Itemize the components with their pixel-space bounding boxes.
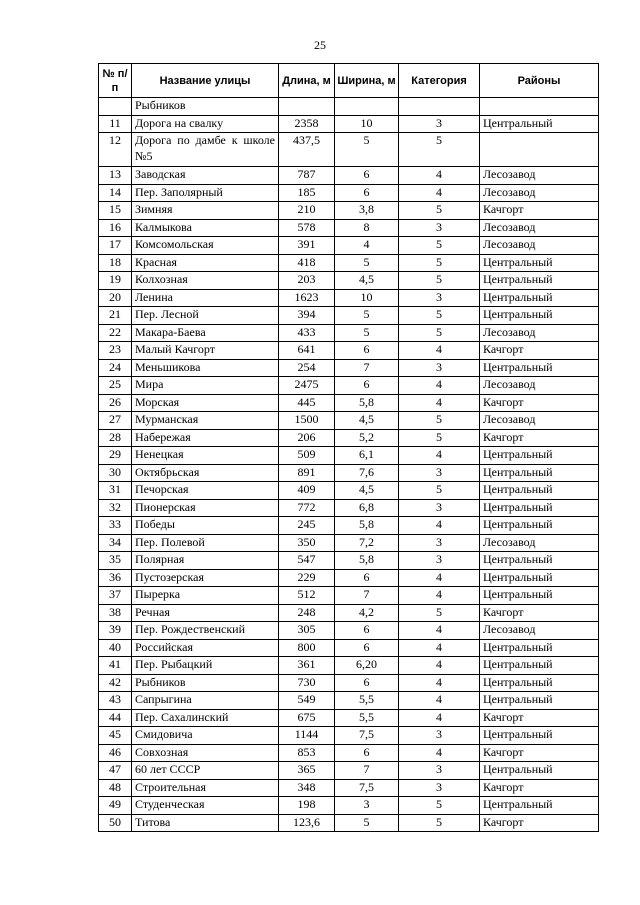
street-length (279, 98, 335, 116)
row-number: 15 (99, 202, 132, 220)
street-name: Победы (132, 517, 279, 535)
header-number: № п/п (99, 64, 132, 98)
street-length: 210 (279, 202, 335, 220)
table-row (99, 324, 599, 342)
street-category: 3 (399, 534, 480, 552)
row-number: 33 (99, 517, 132, 535)
row-number: 50 (99, 814, 132, 832)
street-length: 409 (279, 482, 335, 500)
table-row (99, 412, 599, 430)
street-name: Зимняя (132, 202, 279, 220)
row-number: 49 (99, 797, 132, 815)
street-district: Центральный (480, 482, 599, 500)
street-district: Центральный (480, 499, 599, 517)
street-district: Качгорт (480, 394, 599, 412)
street-district: Центральный (480, 692, 599, 710)
street-district: Центральный (480, 307, 599, 325)
street-name: Пер. Рыбацкий (132, 657, 279, 675)
row-number: 43 (99, 692, 132, 710)
street-name: Пер. Полевой (132, 534, 279, 552)
street-category: 4 (399, 184, 480, 202)
street-length: 853 (279, 744, 335, 762)
street-name: Мурманская (132, 412, 279, 430)
street-name: Полярная (132, 552, 279, 570)
street-length: 1500 (279, 412, 335, 430)
table-row (99, 184, 599, 202)
street-category: 3 (399, 115, 480, 133)
street-district (480, 133, 599, 167)
table-row (99, 237, 599, 255)
table-body (99, 98, 599, 832)
street-width: 6,20 (335, 657, 399, 675)
row-number: 44 (99, 709, 132, 727)
row-number: 47 (99, 762, 132, 780)
street-name: Смидовича (132, 727, 279, 745)
street-category: 5 (399, 324, 480, 342)
street-length: 185 (279, 184, 335, 202)
street-category: 4 (399, 744, 480, 762)
row-number: 30 (99, 464, 132, 482)
row-number: 36 (99, 569, 132, 587)
street-district: Центральный (480, 727, 599, 745)
street-category: 4 (399, 587, 480, 605)
street-width: 5 (335, 254, 399, 272)
street-district: Центральный (480, 762, 599, 780)
street-district: Лесозавод (480, 219, 599, 237)
street-district: Центральный (480, 447, 599, 465)
street-district: Центральный (480, 587, 599, 605)
table-row (99, 692, 599, 710)
street-district: Центральный (480, 517, 599, 535)
table-row (99, 814, 599, 832)
street-district: Лесозавод (480, 622, 599, 640)
row-number: 25 (99, 377, 132, 395)
row-number: 38 (99, 604, 132, 622)
row-number: 28 (99, 429, 132, 447)
table-row (99, 394, 599, 412)
street-length: 787 (279, 167, 335, 185)
street-name: Набережая (132, 429, 279, 447)
street-length: 361 (279, 657, 335, 675)
street-category: 5 (399, 412, 480, 430)
row-number: 37 (99, 587, 132, 605)
street-width: 3 (335, 797, 399, 815)
street-width: 7,2 (335, 534, 399, 552)
table-row (99, 289, 599, 307)
street-district: Качгорт (480, 202, 599, 220)
street-name: Российская (132, 639, 279, 657)
table-row (99, 762, 599, 780)
street-length: 675 (279, 709, 335, 727)
table-row (99, 359, 599, 377)
street-category: 5 (399, 482, 480, 500)
street-name: Титова (132, 814, 279, 832)
street-category: 3 (399, 359, 480, 377)
street-name: Морская (132, 394, 279, 412)
street-length: 245 (279, 517, 335, 535)
street-length: 730 (279, 674, 335, 692)
table-row (99, 429, 599, 447)
street-width: 6 (335, 744, 399, 762)
table-row (99, 517, 599, 535)
table-row (99, 202, 599, 220)
street-width: 5,8 (335, 394, 399, 412)
street-category: 3 (399, 499, 480, 517)
street-district: Центральный (480, 569, 599, 587)
street-district: Центральный (480, 639, 599, 657)
street-name: Пустозерская (132, 569, 279, 587)
street-category: 5 (399, 254, 480, 272)
street-category: 5 (399, 272, 480, 290)
row-number: 31 (99, 482, 132, 500)
street-width: 5,2 (335, 429, 399, 447)
table-row (99, 639, 599, 657)
street-category: 5 (399, 814, 480, 832)
street-width: 7 (335, 359, 399, 377)
header-category: Категория (399, 64, 480, 98)
street-length: 198 (279, 797, 335, 815)
row-number: 21 (99, 307, 132, 325)
table-row (99, 254, 599, 272)
street-district: Центральный (480, 797, 599, 815)
row-number: 48 (99, 779, 132, 797)
street-length: 891 (279, 464, 335, 482)
table-row (99, 587, 599, 605)
table-header (99, 64, 599, 98)
street-width: 8 (335, 219, 399, 237)
street-length: 433 (279, 324, 335, 342)
table-row (99, 779, 599, 797)
row-number: 40 (99, 639, 132, 657)
header-row (99, 64, 599, 98)
row-number: 35 (99, 552, 132, 570)
street-width: 6,1 (335, 447, 399, 465)
street-district: Качгорт (480, 744, 599, 762)
street-name: Дорога на свалку (132, 115, 279, 133)
table-row (99, 482, 599, 500)
street-width: 6 (335, 342, 399, 360)
street-name: Речная (132, 604, 279, 622)
row-number: 14 (99, 184, 132, 202)
street-width: 6 (335, 569, 399, 587)
street-width: 7,5 (335, 779, 399, 797)
street-width: 3,8 (335, 202, 399, 220)
street-length: 641 (279, 342, 335, 360)
street-name: Малый Качгорт (132, 342, 279, 360)
street-district: Центральный (480, 657, 599, 675)
street-category: 4 (399, 377, 480, 395)
street-width: 7,5 (335, 727, 399, 745)
street-district: Лесозавод (480, 534, 599, 552)
street-width: 6 (335, 674, 399, 692)
street-width: 5 (335, 133, 399, 167)
street-category: 5 (399, 797, 480, 815)
street-width: 4,5 (335, 482, 399, 500)
street-category: 4 (399, 342, 480, 360)
table-row (99, 569, 599, 587)
street-district: Центральный (480, 289, 599, 307)
street-name: Красная (132, 254, 279, 272)
row-number: 24 (99, 359, 132, 377)
row-number: 19 (99, 272, 132, 290)
street-width: 5 (335, 814, 399, 832)
street-category: 4 (399, 709, 480, 727)
street-length: 800 (279, 639, 335, 657)
street-name: Строительная (132, 779, 279, 797)
street-district: Лесозавод (480, 324, 599, 342)
street-length: 254 (279, 359, 335, 377)
street-width: 6 (335, 622, 399, 640)
street-category: 4 (399, 167, 480, 185)
street-length: 365 (279, 762, 335, 780)
street-length: 391 (279, 237, 335, 255)
street-district: Качгорт (480, 709, 599, 727)
street-name: Колхозная (132, 272, 279, 290)
street-category: 4 (399, 639, 480, 657)
street-category: 5 (399, 133, 480, 167)
street-category: 4 (399, 569, 480, 587)
header-length: Длина, м (279, 64, 335, 98)
street-length: 445 (279, 394, 335, 412)
street-name: Ленина (132, 289, 279, 307)
street-length: 1144 (279, 727, 335, 745)
street-width: 5 (335, 307, 399, 325)
street-category: 4 (399, 517, 480, 535)
street-category: 3 (399, 219, 480, 237)
street-width: 4,5 (335, 412, 399, 430)
street-width: 6 (335, 167, 399, 185)
street-name: Пырерка (132, 587, 279, 605)
street-length: 418 (279, 254, 335, 272)
street-name: Дорога по дамбе к школе №5 (132, 133, 279, 167)
street-length: 547 (279, 552, 335, 570)
table-row (99, 744, 599, 762)
street-length: 229 (279, 569, 335, 587)
street-category: 3 (399, 464, 480, 482)
row-number: 29 (99, 447, 132, 465)
street-district: Центральный (480, 359, 599, 377)
table-row (99, 709, 599, 727)
table-row (99, 98, 599, 116)
table-row (99, 272, 599, 290)
street-district: Центральный (480, 552, 599, 570)
street-width: 7,6 (335, 464, 399, 482)
street-name: Меньшикова (132, 359, 279, 377)
street-district: Лесозавод (480, 184, 599, 202)
row-number: 11 (99, 115, 132, 133)
street-district: Качгорт (480, 779, 599, 797)
street-category: 4 (399, 394, 480, 412)
table-row (99, 115, 599, 133)
table-row (99, 464, 599, 482)
table-row (99, 657, 599, 675)
street-length: 512 (279, 587, 335, 605)
street-name: Макара-Баева (132, 324, 279, 342)
street-category: 3 (399, 727, 480, 745)
table-row (99, 534, 599, 552)
street-width: 10 (335, 115, 399, 133)
street-name: Пер. Лесной (132, 307, 279, 325)
street-width: 6 (335, 377, 399, 395)
street-name: Рыбников (132, 674, 279, 692)
street-length: 123,6 (279, 814, 335, 832)
table-row (99, 604, 599, 622)
table-row (99, 167, 599, 185)
street-name: Заводская (132, 167, 279, 185)
header-district: Районы (480, 64, 599, 98)
page-number: 25 (314, 38, 326, 52)
street-district: Качгорт (480, 342, 599, 360)
street-width: 5,8 (335, 517, 399, 535)
street-name: Пер. Заполярный (132, 184, 279, 202)
row-number: 23 (99, 342, 132, 360)
street-length: 348 (279, 779, 335, 797)
street-width: 5,5 (335, 709, 399, 727)
streets-table (98, 63, 599, 832)
street-name: Пер. Рождественский (132, 622, 279, 640)
street-width: 10 (335, 289, 399, 307)
street-name: Пер. Сахалинский (132, 709, 279, 727)
street-category: 4 (399, 674, 480, 692)
street-district: Лесозавод (480, 237, 599, 255)
table-row (99, 342, 599, 360)
street-district: Лесозавод (480, 167, 599, 185)
row-number: 45 (99, 727, 132, 745)
street-category: 4 (399, 692, 480, 710)
street-category: 4 (399, 657, 480, 675)
street-district: Лесозавод (480, 377, 599, 395)
street-length: 2475 (279, 377, 335, 395)
street-district: Качгорт (480, 604, 599, 622)
street-category: 3 (399, 289, 480, 307)
header-street-name: Название улицы (132, 64, 279, 98)
street-length: 350 (279, 534, 335, 552)
street-length: 305 (279, 622, 335, 640)
row-number: 32 (99, 499, 132, 517)
street-district: Центральный (480, 115, 599, 133)
street-width: 6 (335, 639, 399, 657)
street-width: 5,8 (335, 552, 399, 570)
table-row (99, 622, 599, 640)
street-width: 6,8 (335, 499, 399, 517)
street-category: 5 (399, 307, 480, 325)
table-row (99, 447, 599, 465)
street-name: 60 лет СССР (132, 762, 279, 780)
street-width: 4,2 (335, 604, 399, 622)
street-district (480, 98, 599, 116)
street-category: 5 (399, 237, 480, 255)
street-name: Сапрыгина (132, 692, 279, 710)
row-number: 17 (99, 237, 132, 255)
street-category: 3 (399, 779, 480, 797)
street-length: 1623 (279, 289, 335, 307)
street-length: 772 (279, 499, 335, 517)
street-width: 4,5 (335, 272, 399, 290)
street-width: 4 (335, 237, 399, 255)
street-name: Рыбников (132, 98, 279, 116)
street-district: Центральный (480, 674, 599, 692)
street-length: 549 (279, 692, 335, 710)
street-name: Совхозная (132, 744, 279, 762)
row-number: 18 (99, 254, 132, 272)
street-name: Октябрьская (132, 464, 279, 482)
street-name: Калмыкова (132, 219, 279, 237)
row-number: 41 (99, 657, 132, 675)
street-length: 248 (279, 604, 335, 622)
street-category: 5 (399, 604, 480, 622)
street-district: Центральный (480, 464, 599, 482)
street-category: 5 (399, 202, 480, 220)
street-category: 4 (399, 622, 480, 640)
street-name: Ненецкая (132, 447, 279, 465)
row-number: 20 (99, 289, 132, 307)
street-category: 5 (399, 429, 480, 447)
street-district: Качгорт (480, 814, 599, 832)
street-district: Центральный (480, 254, 599, 272)
street-length: 394 (279, 307, 335, 325)
street-name: Печорская (132, 482, 279, 500)
street-district: Качгорт (480, 429, 599, 447)
street-length: 437,5 (279, 133, 335, 167)
street-category: 4 (399, 447, 480, 465)
street-name: Мира (132, 377, 279, 395)
street-length: 509 (279, 447, 335, 465)
table-row (99, 307, 599, 325)
table-row (99, 219, 599, 237)
street-name: Студенческая (132, 797, 279, 815)
row-number: 22 (99, 324, 132, 342)
row-number: 13 (99, 167, 132, 185)
street-width: 5,5 (335, 692, 399, 710)
table-row (99, 727, 599, 745)
street-length: 2358 (279, 115, 335, 133)
table-row (99, 674, 599, 692)
table-row (99, 797, 599, 815)
street-length: 578 (279, 219, 335, 237)
street-district: Центральный (480, 272, 599, 290)
street-name: Комсомольская (132, 237, 279, 255)
street-category: 3 (399, 552, 480, 570)
table-row (99, 552, 599, 570)
row-number: 42 (99, 674, 132, 692)
street-width: 5 (335, 324, 399, 342)
street-width (335, 98, 399, 116)
street-district: Лесозавод (480, 412, 599, 430)
row-number: 46 (99, 744, 132, 762)
street-width: 7 (335, 762, 399, 780)
street-width: 7 (335, 587, 399, 605)
table-row (99, 377, 599, 395)
row-number (99, 98, 132, 116)
street-name: Пионерская (132, 499, 279, 517)
table-row (99, 499, 599, 517)
row-number: 26 (99, 394, 132, 412)
street-category (399, 98, 480, 116)
table-row (99, 133, 599, 167)
row-number: 27 (99, 412, 132, 430)
street-category: 3 (399, 762, 480, 780)
row-number: 39 (99, 622, 132, 640)
street-length: 203 (279, 272, 335, 290)
street-length: 206 (279, 429, 335, 447)
header-width: Ширина, м (335, 64, 399, 98)
street-width: 6 (335, 184, 399, 202)
row-number: 34 (99, 534, 132, 552)
row-number: 12 (99, 133, 132, 167)
row-number: 16 (99, 219, 132, 237)
